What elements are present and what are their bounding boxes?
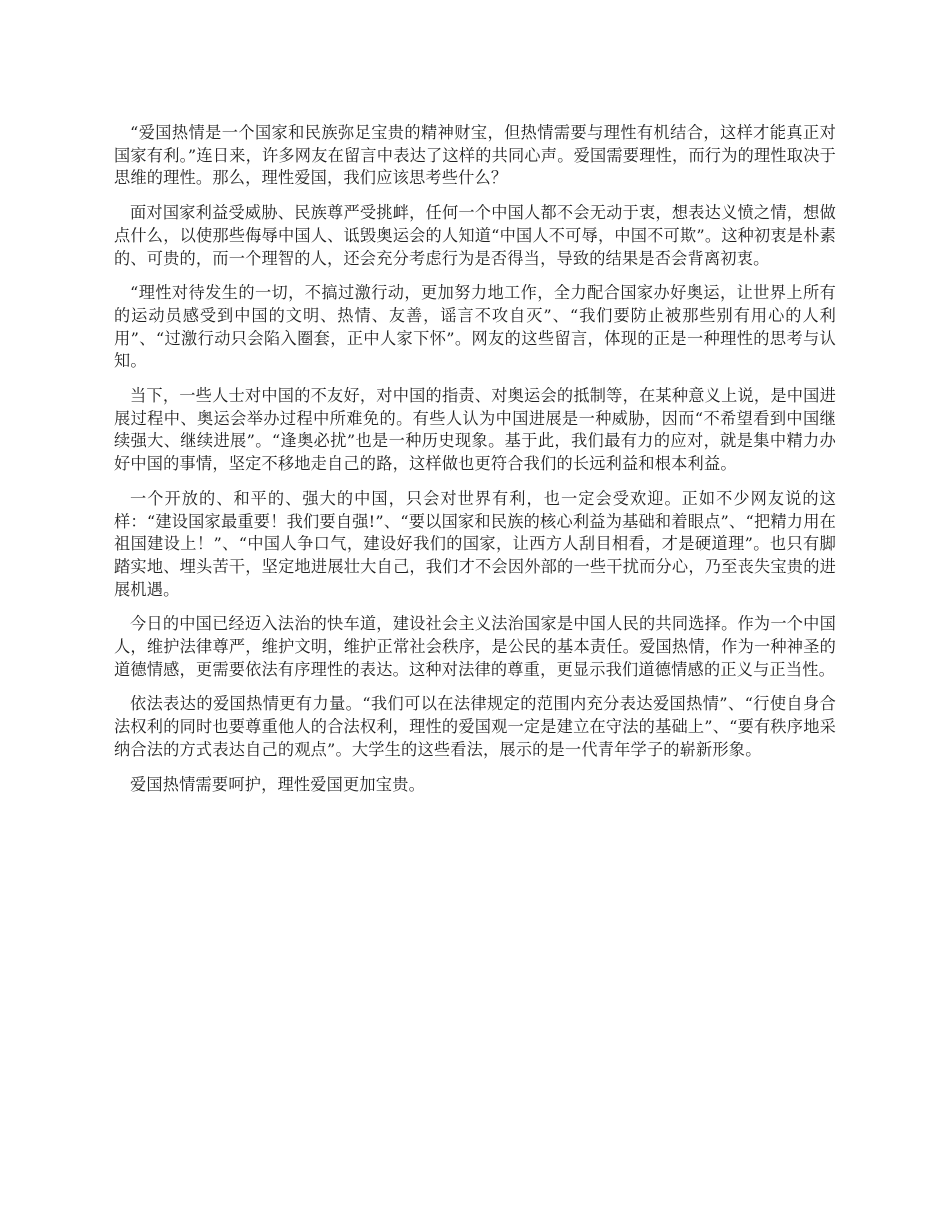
paragraph-4: 当下，一些人士对中国的不友好，对中国的指责、对奥运会的抵制等，在某种意义上说，是中国进展过程中、奥运会举办过程中所难免的。有些人认为中国进展是一种威胁，因而“不希望看到中国继续强大、继续进展”。“逢奥必扰”也是一种历史现象。基于此，我们最有力的应对，就是集中精力办好中国的事情，坚定不移地走自己的路，这样做也更符合我们的长远利益和根本利益。 bbox=[114, 386, 836, 474]
paragraph-7: 依法表达的爱国热情更有力量。“我们可以在法律规定的范围内充分表达爱国热情”、“行使自身合法权利的同时也要尊重他人的合法权利，理性的爱国观一定是建立在守法的基础上”、“要有秩序地采纳合法的方式表达自己的观点”。大学生的这些看法，展示的是一代青年学子的崭新形象。 bbox=[114, 694, 836, 759]
paragraph-6: 今日的中国已经迈入法治的快车道，建设社会主义法治国家是中国人民的共同选择。作为一个中国人，维护法律尊严，维护文明，维护正常社会秩序，是公民的基本责任。爱国热情，作为一种神圣的道德情感，更需要依法有序理性的表达。这种对法律的尊重，更显示我们道德情感的正义与正当性。 bbox=[114, 614, 836, 679]
document-body bbox=[114, 122, 836, 808]
paragraph-3: “理性对待发生的一切，不搞过激行动，更加努力地工作，全力配合国家办好奥运，让世界上所有的运动员感受到中国的文明、热情、友善，谣言不攻自灭”、“我们要防止被那些别有用心的人利用”、“过激行动只会陷入圈套，正中人家下怀”。网友的这些留言，体现的正是一种理性的思考与认知。 bbox=[114, 283, 836, 371]
paragraph-8: 爱国热情需要呵护，理性爱国更加宝贵。 bbox=[130, 774, 425, 794]
paragraph-5: 一个开放的、和平的、强大的中国，只会对世界有利，也一定会受欢迎。正如不少网友说的这样：“建设国家最重要！我们要自强!”、“要以国家和民族的核心利益为基础和着眼点”、“把精力用在祖国建设上！”、“中国人争口气，建设好我们的国家，让西方人刮目相看，才是硬道理”。也只有脚踏实地、埋头苦干，坚定地进展壮大自己，我们才不会因外部的一些干扰而分心，乃至丧失宝贵的进展机遇。 bbox=[114, 488, 836, 599]
paragraph-2: 面对国家利益受威胁、民族尊严受挑衅，任何一个中国人都不会无动于衷，想表达义愤之情，想做点什么，以使那些侮辱中国人、诋毁奥运会的人知道“中国人不可辱，中国不可欺”。这种初衷是朴素的、可贵的，而一个理智的人，还会充分考虑行为是否得当，导致的结果是否会背离初衷。 bbox=[114, 203, 836, 268]
paragraph-1: “爱国热情是一个国家和民族弥足宝贵的精神财宝，但热情需要与理性有机结合，这样才能真正对国家有利。”连日来，许多网友在留言中表达了这样的共同心声。爱国需要理性，而行为的理性取决于思维的理性。那么，理性爱国，我们应该思考些什么？ bbox=[114, 123, 836, 188]
